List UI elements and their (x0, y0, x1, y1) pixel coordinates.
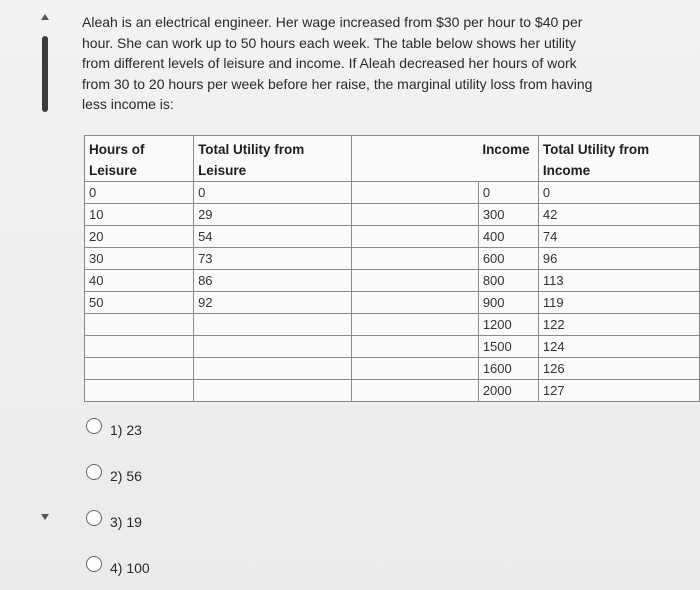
scrollbar[interactable] (38, 14, 52, 524)
table-row (85, 314, 700, 336)
question-line: hour. She can work up to 50 hours each week. The table below shows her utility (82, 34, 576, 51)
table-row (85, 292, 700, 314)
cell-tu-leisure: 29 (194, 204, 351, 226)
header-tu-income (538, 136, 699, 182)
cell-tu-income: 74 (538, 226, 699, 248)
cell-income: 0 (478, 182, 538, 204)
cell-tu-income: 42 (538, 204, 699, 226)
question-line: less income is: (82, 96, 174, 112)
cell-tu-income: 96 (538, 248, 699, 270)
cell-hours (85, 358, 194, 380)
cell-income: 1500 (478, 336, 538, 358)
radio-button-icon[interactable] (86, 556, 102, 572)
radio-button-icon[interactable] (86, 464, 102, 480)
header-line: Leisure (198, 163, 247, 178)
cell-spacer (351, 248, 478, 270)
option-label[interactable]: 2) 56 (110, 468, 142, 484)
radio-button-icon[interactable] (86, 418, 102, 434)
header-line: Income (542, 163, 591, 178)
cell-tu-leisure (194, 380, 351, 402)
cell-tu-income: 113 (538, 270, 699, 292)
table-row (85, 336, 700, 358)
cell-tu-leisure: 0 (194, 182, 351, 204)
cell-income: 600 (478, 248, 538, 270)
cell-tu-income: 0 (538, 182, 699, 204)
cell-tu-leisure: 92 (194, 292, 351, 314)
cell-income: 800 (478, 270, 538, 292)
cell-spacer (351, 226, 478, 248)
table-row (85, 226, 700, 248)
cell-income: 1600 (478, 358, 538, 380)
cell-tu-leisure (194, 358, 351, 380)
header-line: Income (482, 142, 530, 157)
cell-spacer (351, 182, 478, 204)
cell-income: 2000 (478, 380, 538, 402)
table-row (85, 204, 700, 226)
table-row (85, 248, 700, 270)
cell-hours (85, 314, 194, 336)
option-3[interactable] (86, 510, 142, 530)
header-tu-leisure (194, 136, 351, 182)
cell-tu-leisure (194, 336, 351, 358)
cell-tu-income: 126 (538, 358, 699, 380)
cell-hours: 0 (85, 182, 194, 204)
cell-tu-leisure: 73 (194, 248, 351, 270)
table-row (85, 358, 700, 380)
utility-table (84, 135, 700, 402)
cell-tu-leisure: 86 (194, 270, 351, 292)
cell-income: 400 (478, 226, 538, 248)
table-row (85, 380, 700, 402)
cell-spacer (351, 270, 478, 292)
cell-spacer (351, 358, 478, 380)
cell-tu-income: 127 (538, 380, 699, 402)
header-line: Total Utility from (542, 142, 650, 157)
header-line: Hours of (89, 142, 145, 157)
cell-hours (85, 380, 194, 402)
question-line: Aleah is an electrical engineer. Her wage increased from $30 per hour to $40 per (82, 14, 583, 30)
cell-spacer (351, 314, 478, 336)
question-line: from 30 to 20 hours per week before her raise, the marginal utility loss from having (82, 75, 593, 92)
cell-hours: 50 (85, 292, 194, 314)
cell-hours: 20 (85, 226, 194, 248)
cell-hours: 30 (85, 248, 194, 270)
table-row (85, 182, 700, 204)
question-text (82, 12, 602, 115)
option-2[interactable] (86, 464, 142, 484)
option-label[interactable]: 4) 100 (110, 560, 150, 576)
cell-income: 1200 (478, 314, 538, 336)
cell-hours: 10 (85, 204, 194, 226)
scrollbar-thumb[interactable] (42, 36, 48, 112)
option-1[interactable] (86, 418, 142, 438)
cell-spacer (351, 336, 478, 358)
scroll-down-arrow-icon[interactable] (41, 514, 49, 520)
cell-tu-leisure: 54 (194, 226, 351, 248)
header-line: Total Utility from (198, 142, 305, 157)
table-row (85, 270, 700, 292)
scroll-up-arrow-icon[interactable] (41, 14, 49, 20)
cell-income: 300 (478, 204, 538, 226)
header-income (478, 136, 538, 182)
cell-spacer (351, 292, 478, 314)
cell-tu-income: 119 (538, 292, 699, 314)
header-line: Leisure (89, 163, 138, 178)
cell-tu-leisure (194, 314, 351, 336)
cell-income: 900 (478, 292, 538, 314)
header-spacer (351, 136, 478, 182)
option-label[interactable]: 1) 23 (110, 422, 142, 438)
question-line: from different levels of leisure and income. If Aleah decreased her hours of work (82, 55, 577, 71)
header-hours-leisure (85, 136, 194, 182)
radio-button-icon[interactable] (86, 510, 102, 526)
cell-tu-income: 124 (538, 336, 699, 358)
cell-tu-income: 122 (538, 314, 699, 336)
cell-hours: 40 (85, 270, 194, 292)
option-4[interactable] (86, 556, 150, 576)
option-label[interactable]: 3) 19 (110, 514, 142, 530)
cell-hours (85, 336, 194, 358)
cell-spacer (351, 380, 478, 402)
cell-spacer (351, 204, 478, 226)
table-header-row (85, 136, 700, 182)
